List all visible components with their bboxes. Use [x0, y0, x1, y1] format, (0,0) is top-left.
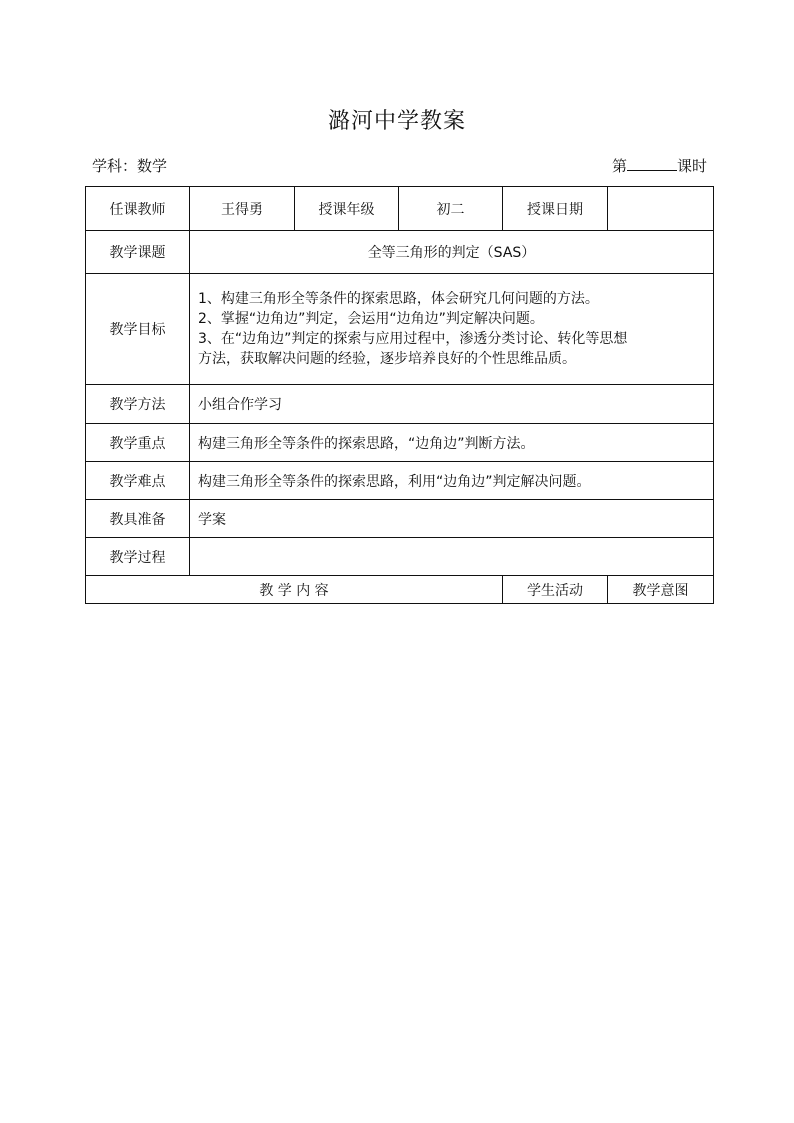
key-points-value: 构建三角形全等条件的探索思路，“边角边”判断方法。 [190, 424, 714, 462]
goal-line: 2、掌握“边角边”判定，会运用“边角边”判定解决问题。 [198, 311, 544, 327]
key-points-row [86, 424, 714, 462]
difficulties-row [86, 462, 714, 500]
lesson-blank [627, 156, 677, 171]
lesson-suffix: 课时 [677, 157, 708, 175]
key-points-label: 教学重点 [86, 424, 190, 462]
page-title: 潞河中学教案 [327, 109, 466, 134]
difficulties-label: 教学难点 [86, 462, 190, 500]
lesson-plan-table [85, 186, 714, 604]
grade-value: 初二 [399, 187, 503, 231]
method-value: 小组合作学习 [190, 385, 714, 424]
process-value [190, 538, 714, 576]
topic-label: 教学课题 [86, 231, 190, 274]
tools-label: 教具准备 [86, 500, 190, 538]
teacher-label: 任课教师 [86, 187, 190, 231]
goals-label: 教学目标 [86, 274, 190, 385]
lesson-number [612, 155, 707, 176]
method-row [86, 385, 714, 424]
process-intent-header: 教学意图 [608, 576, 714, 604]
process-header-row [86, 576, 714, 604]
tools-value: 学案 [190, 500, 714, 538]
subject-label: 学科：数学 [92, 157, 168, 175]
process-row [86, 538, 714, 576]
topic-row [86, 231, 714, 274]
goal-line: 方法，获取解决问题的经验，逐步培养良好的个性思维品质。 [198, 351, 576, 367]
teacher-value: 王得勇 [190, 187, 295, 231]
grade-label: 授课年级 [295, 187, 399, 231]
teacher-row [86, 187, 714, 231]
date-label: 授课日期 [503, 187, 608, 231]
process-label: 教学过程 [86, 538, 190, 576]
topic-value: 全等三角形的判定（SAS） [190, 231, 714, 274]
lesson-prefix: 第 [612, 157, 628, 175]
method-label: 教学方法 [86, 385, 190, 424]
process-activity-header: 学生活动 [503, 576, 608, 604]
difficulties-value: 构建三角形全等条件的探索思路，利用“边角边”判定解决问题。 [190, 462, 714, 500]
date-value [608, 187, 714, 231]
goals-content [190, 274, 714, 385]
goals-row [86, 274, 714, 385]
goal-line: 1、构建三角形全等条件的探索思路，体会研究几何问题的方法。 [198, 291, 599, 307]
tools-row [86, 500, 714, 538]
goal-line: 3、在“边角边”判定的探索与应用过程中，渗透分类讨论、转化等思想 [198, 331, 628, 347]
process-content-header: 教 学 内 容 [86, 576, 503, 604]
